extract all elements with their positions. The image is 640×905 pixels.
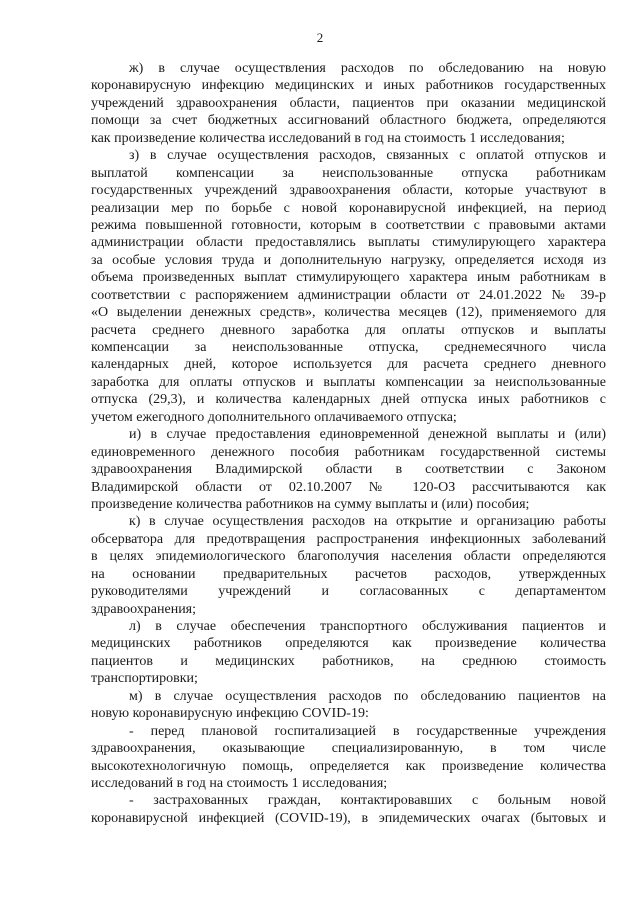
text-line: здравоохранения Владимирской области в соответствии с Законом [91, 462, 606, 478]
text-line: пациентов и медицинских работников, на среднюю стоимость [91, 653, 606, 669]
text-line: учреждений здравоохранения области, пациентов при оказании медицинской [91, 95, 606, 111]
text-line: - застрахованных граждан, контактировавших с больным новой [129, 793, 606, 809]
text-line: реализации мер по борьбе с новой коронавирусной инфекцией, на период [91, 200, 606, 216]
text-line: «О выделении денежных средств», количества месяцев (12), применяемого для [91, 305, 606, 321]
text-line: заработка для оплаты отпусков и выплаты компенсации за неиспользованные [91, 374, 606, 390]
paragraph [91, 147, 606, 426]
text-line: выплатой компенсации за неиспользованные отпуска работникам [91, 165, 606, 181]
text-line: обсерватора для предотвращения распространения инфекционных заболеваний [91, 531, 606, 547]
text-line: как произведение количества исследований в год на стоимость 1 исследования; [91, 130, 565, 146]
paragraph [91, 792, 606, 827]
text-line: высокотехнологичную помощь, определяется как произведение количества [91, 758, 606, 774]
text-line: коронавирусную инфекцию медицинских и иных работников государственных [91, 78, 606, 94]
text-line: расчета среднего дневного заработка для оплаты отпусков и выплаты [91, 322, 606, 338]
text-line: администрации области предоставлялись выплаты стимулирующего характера [91, 235, 606, 251]
paragraph [91, 513, 606, 618]
text-line: объема произведенных выплат стимулирующего характера иным работникам в [91, 270, 606, 286]
text-line: з) в случае осуществления расходов, связанных с оплатой отпусков и [129, 148, 606, 164]
text-line: новую коронавирусную инфекцию COVID-19: [91, 706, 369, 722]
text-line: и) в случае предоставления единовременной денежной выплаты и (или) [129, 427, 606, 443]
text-line: Владимирской области от 02.10.2007 № 120-ОЗ рассчитываются как [91, 479, 606, 495]
text-line: ж) в случае осуществления расходов по обследованию на новую [129, 61, 606, 76]
text-line: в целях эпидемиологического благополучия населения области определяются [91, 549, 606, 565]
text-line: здравоохранения; [91, 601, 197, 617]
text-line: коронавирусной инфекцией (COVID-19), в эпидемических очагах (бытовых и [91, 810, 606, 826]
text-line: произведение количества работников на сумму выплаты и (или) пособия; [91, 496, 530, 512]
text-line: государственных учреждений здравоохранения области, которые участвуют в [91, 183, 606, 199]
document-body [91, 60, 606, 827]
text-line: помощи за счет бюджетных ассигнований областного бюджета, определяются [91, 113, 606, 129]
text-line: к) в случае осуществления расходов на открытие и организацию работы [129, 514, 606, 530]
text-line: за особые условия труда и дополнительную нагрузку, определяется исходя из [91, 252, 606, 268]
page-number: 2 [316, 30, 324, 45]
text-line: транспортировки; [91, 671, 198, 687]
text-line: медицинских работников определяются как произведение количества [91, 636, 606, 652]
text-line: исследований в год на стоимость 1 исследования; [91, 775, 388, 791]
text-line: здравоохранения, оказывающие специализированную, в том числе [91, 741, 606, 757]
text-line: м) в случае осуществления расходов по обследованию пациентов на [129, 688, 606, 704]
text-line: единовременного денежного пособия работникам государственной системы [91, 444, 606, 460]
text-line: компенсации за неиспользованные отпуска, среднемесячного числа [91, 340, 606, 355]
text-line: соответствии с распоряжением администрации области от 24.01.2022 № 39-р [91, 287, 606, 303]
text-line: режима повышенной готовности, которым в соответствии с правовыми актами [91, 217, 606, 233]
paragraph [91, 723, 606, 793]
paragraph [91, 618, 606, 688]
text-line: отпуска (29,3), и количества календарных дней отпуска иных работников с [91, 392, 606, 408]
text-line: л) в случае обеспечения транспортного обслуживания пациентов и [129, 619, 606, 634]
text-line: на основании предварительных расчетов расходов, утвержденных [91, 566, 606, 582]
text-line: учетом ежегодного дополнительного оплачиваемого отпуска; [91, 409, 457, 425]
text-line: руководителями учреждений и согласованных с департаментом [91, 584, 606, 600]
paragraph [91, 60, 606, 147]
paragraph [91, 426, 606, 513]
paragraph [91, 688, 606, 723]
text-line: календарных дней, которое используется для расчета среднего дневного [91, 357, 606, 373]
text-line: - перед плановой госпитализацией в государственные учреждения [129, 723, 606, 739]
